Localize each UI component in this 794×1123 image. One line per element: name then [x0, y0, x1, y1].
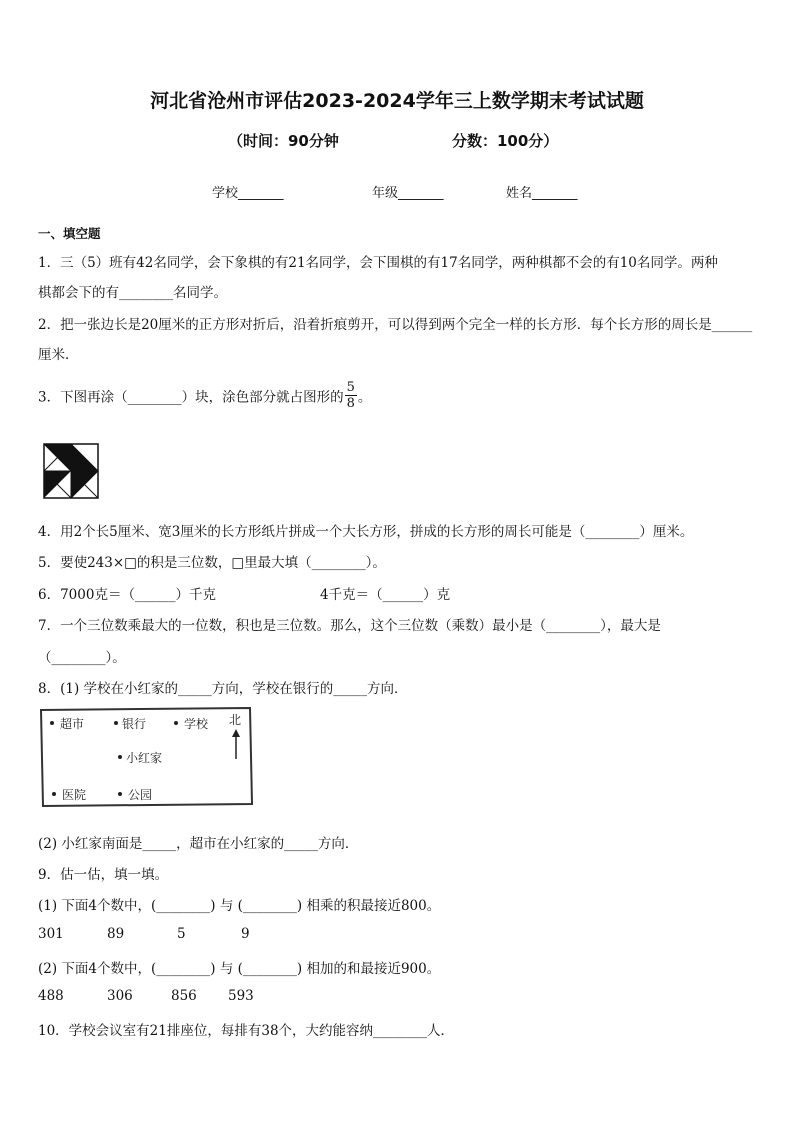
question-9-part-2-numbers: [38, 988, 338, 1008]
question-5: 5．要使243×□的积是三位数，□里最大填（________）。: [38, 555, 386, 571]
fraction: [345, 380, 357, 411]
question-8-part-2: (2) 小红家南面是_____，超市在小红家的_____方向．: [38, 836, 359, 852]
question-7-line-1: 7．一个三位数乘最大的一位数，积也是三位数。那么，这个三位数（乘数）最小是（________），最大是: [38, 618, 661, 634]
question-10: 10．学校会议室有21排座位，每排有38个，大约能容纳________人．: [38, 1023, 455, 1039]
number: 488: [38, 988, 64, 1004]
number: 856: [171, 988, 197, 1004]
name-field: 姓名_______: [506, 186, 578, 201]
question-3-end: 。: [357, 389, 372, 406]
question-2-line-1: 2．把一张边长是20厘米的正方形对折后，沿着折痕剪开，可以得到两个完全一样的长方形．每个长方形的周长是______: [38, 317, 753, 333]
exam-time: （时间：90分钟: [228, 132, 339, 150]
exam-score: 分数：100分）: [452, 132, 559, 150]
map-label-hospital: 医院: [62, 788, 87, 802]
question-6-part-1: 6．7000克＝（______）千克: [38, 587, 216, 603]
number: 89: [107, 926, 125, 942]
question-2-line-2: 厘米．: [38, 347, 79, 363]
question-3: [38, 380, 371, 411]
map-label-home: 小红家: [126, 751, 163, 765]
question-4: 4．用2个长5厘米、宽3厘米的长方形纸片拼成一个大长方形，拼成的长方形的周长可能是（________）厘米。: [38, 524, 694, 540]
grade-field: 年级_______: [372, 186, 444, 201]
page-title: 河北省沧州市评估2023-2024学年三上数学期末考试试题: [150, 90, 644, 112]
question-8-part-1: 8．(1) 学校在小红家的_____方向，学校在银行的_____方向．: [38, 681, 408, 697]
map-label-school: 学校: [184, 717, 209, 731]
map-label-supermarket: 超市: [60, 717, 85, 731]
map-label-north: 北: [229, 713, 242, 727]
shaded-square-figure: [43, 443, 99, 499]
direction-map: [40, 707, 254, 807]
map-label-park: 公园: [128, 788, 153, 802]
question-1-line-2: 棋都会下的有________名同学。: [38, 285, 227, 301]
question-9-part-2: (2) 下面4个数中，(________) 与 (________) 相加的和最接近900。: [38, 961, 441, 977]
fraction-denominator: 8: [346, 396, 355, 411]
number: 306: [107, 988, 133, 1004]
question-7-line-2: （________）。: [38, 650, 126, 666]
question-9-part-1: (1) 下面4个数中，(________) 与 (________) 相乘的积最接近800。: [38, 898, 441, 914]
school-field: 学校_______: [212, 186, 284, 201]
number: 301: [38, 926, 64, 942]
number: 5: [177, 926, 186, 942]
question-1-line-1: 1．三（5）班有42名同学，会下象棋的有21名同学，会下围棋的有17名同学，两种棋都不会的有10名同学。两种: [38, 255, 718, 271]
question-6-part-2: 4千克＝（______）克: [320, 587, 451, 603]
question-9-part-1-numbers: [38, 926, 338, 946]
map-label-bank: 银行: [122, 717, 147, 731]
question-3-text: 3．下图再涂（________）块，涂色部分就占图形的: [38, 389, 344, 406]
section-heading: 一、填空题: [38, 226, 101, 241]
fraction-numerator: 5: [346, 380, 355, 395]
number: 593: [228, 988, 254, 1004]
number: 9: [241, 926, 250, 942]
question-9: 9．估一估，填一填。: [38, 867, 169, 883]
